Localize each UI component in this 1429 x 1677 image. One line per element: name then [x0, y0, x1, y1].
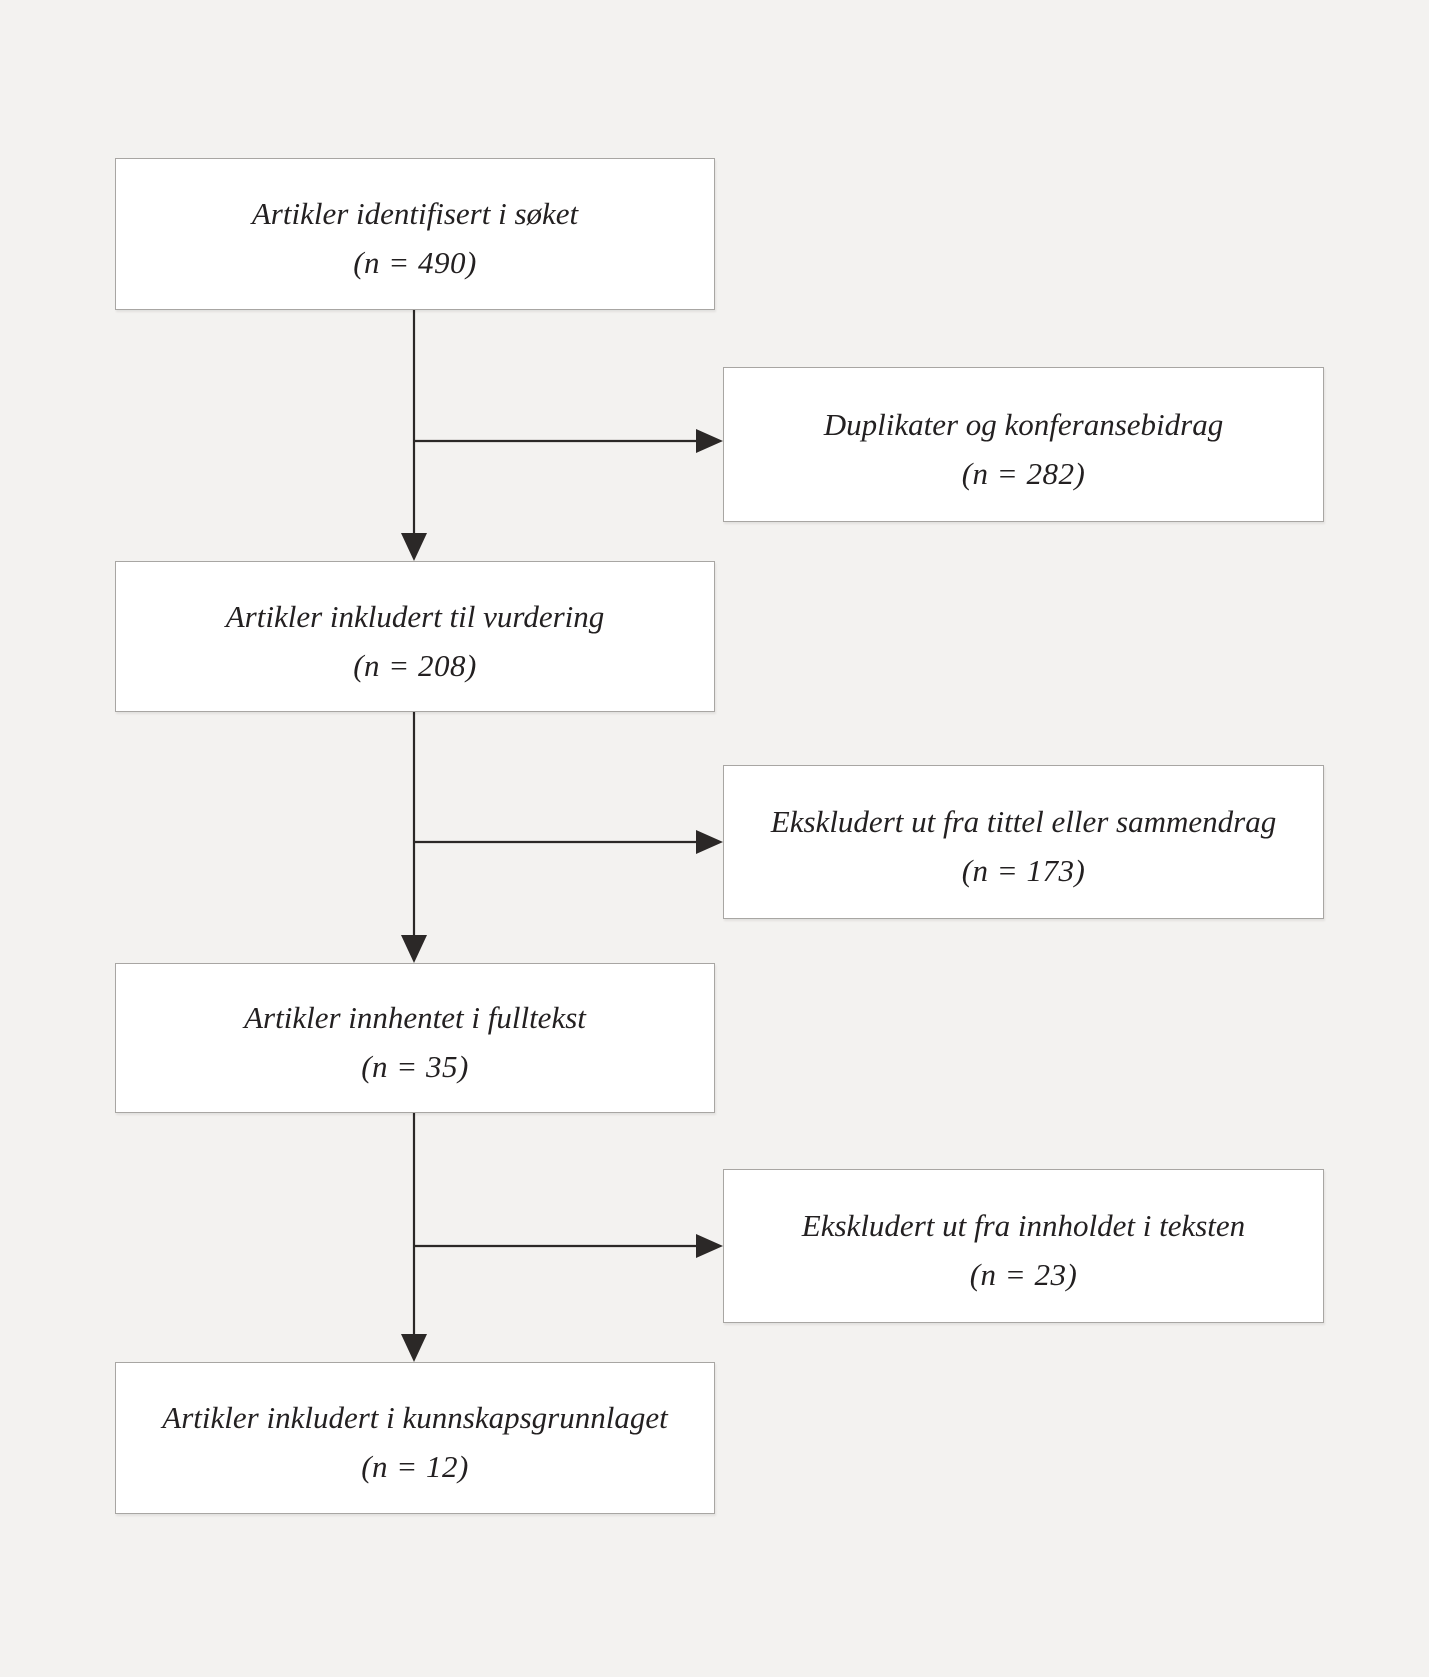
node-title: Artikler innhentet i fulltekst: [244, 1000, 586, 1036]
node-count: (n = 23): [969, 1257, 1078, 1292]
node-count: (n = 173): [961, 853, 1086, 888]
flow-node-excluded-duplicates: [723, 367, 1324, 522]
arrowhead-down-1: [401, 533, 427, 561]
arrowhead-down-3: [401, 1334, 427, 1362]
node-title: Artikler identifisert i søket: [251, 196, 579, 232]
node-count: (n = 12): [361, 1449, 469, 1484]
node-title: Ekskludert ut fra tittel eller sammendrag: [770, 804, 1277, 840]
arrowhead-right-3: [696, 1234, 723, 1258]
node-title: Artikler inkludert til vurdering: [225, 598, 605, 634]
node-count: (n = 35): [361, 1049, 469, 1084]
flow-node-included-knowledge-base: [115, 1362, 715, 1514]
node-title: Duplikater og konferansebidrag: [823, 406, 1224, 442]
flow-node-identified: [115, 158, 715, 310]
flow-node-included-assessment: [115, 561, 715, 712]
arrowhead-down-2: [401, 935, 427, 963]
node-title: Ekskludert ut fra innholdet i teksten: [801, 1208, 1246, 1244]
node-count: (n = 490): [353, 245, 477, 280]
flow-node-excluded-title-abstract: [723, 765, 1324, 919]
node-count: (n = 282): [961, 455, 1086, 491]
flow-node-fulltext-retrieved: [115, 963, 715, 1113]
node-count: (n = 208): [353, 647, 477, 683]
node-title: Artikler inkludert i kunnskapsgrunnlaget: [162, 1400, 668, 1436]
arrowhead-right-2: [696, 830, 723, 854]
arrowhead-right-1: [696, 429, 723, 453]
flow-node-excluded-content: [723, 1169, 1324, 1323]
